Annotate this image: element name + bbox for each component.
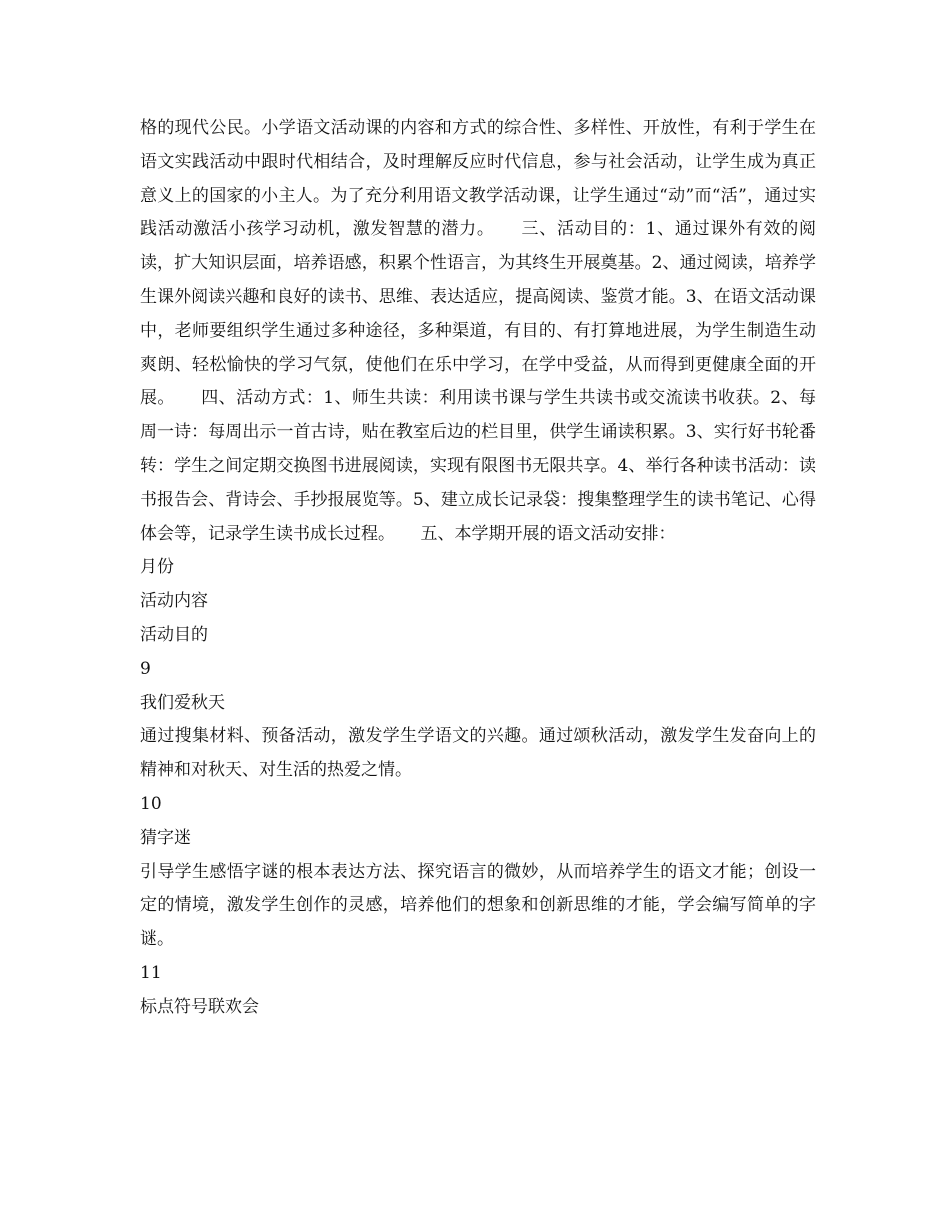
table-row-month: 10	[140, 793, 162, 814]
table-row-purpose: 通过搜集材料、预备活动，激发学生学语文的兴趣。通过颂秋活动，激发学生发奋向上的精神和对秋天、对生活的热爱之情。	[140, 726, 816, 781]
table-header-purpose: 活动目的	[140, 624, 208, 645]
table-row-month: 9	[140, 658, 151, 679]
table-row-content: 我们爱秋天	[140, 692, 225, 713]
table-row-month: 11	[140, 962, 162, 983]
document-body	[140, 112, 816, 1025]
table-row-content: 猜字迷	[140, 827, 191, 848]
table-header-content: 活动内容	[140, 591, 208, 612]
table-row-content: 标点符号联欢会	[140, 996, 259, 1017]
table-row-purpose: 引导学生感悟字谜的根本表达方法、探究语言的微妙，从而培养学生的语文才能；创设一定的情境，激发学生创作的灵感，培养他们的想象和创新思维的才能，学会编写简单的字谜。	[140, 861, 816, 950]
intro-paragraph: 格的现代公民。小学语文活动课的内容和方式的综合性、多样性、开放性，有利于学生在语文实践活动中跟时代相结合，及时理解反应时代信息，参与社会活动，让学生成为真正意义上的国家的小主人。为了充分利用语文教学活动课，让学生通过“动”而“活”，通过实践活动激活小孩学习动机，激发智慧的潜力。 三、活动目的：1、通过课外有效的阅读，扩大知识层面，培养语感，积累个性语言，为其终生开展奠基。2、通过阅读，培养学生课外阅读兴趣和良好的读书、思维、表达适应，提高阅读、鉴赏才能。3、在语文活动课中，老师要组织学生通过多种途径，多种渠道，有目的、有打算地进展，为学生制造生动爽朗、轻松愉快的学习气氛，使他们在乐中学习，在学中受益，从而得到更健康全面的开展。 四、活动方式：1、师生共读：利用读书课与学生共读书或交流读书收获。2、每周一诗：每周出示一首古诗，贴在教室后边的栏目里，供学生诵读积累。3、实行好书轮番转：学生之间定期交换图书进展阅读，实现有限图书无限共享。4、举行各种读书活动：读书报告会、背诗会、手抄报展览等。5、建立成长记录袋：搜集整理学生的读书笔记、心得体会等，记录学生读书成长过程。 五、本学期开展的语文活动安排：	[140, 118, 816, 544]
table-header-month: 月份	[140, 557, 174, 578]
